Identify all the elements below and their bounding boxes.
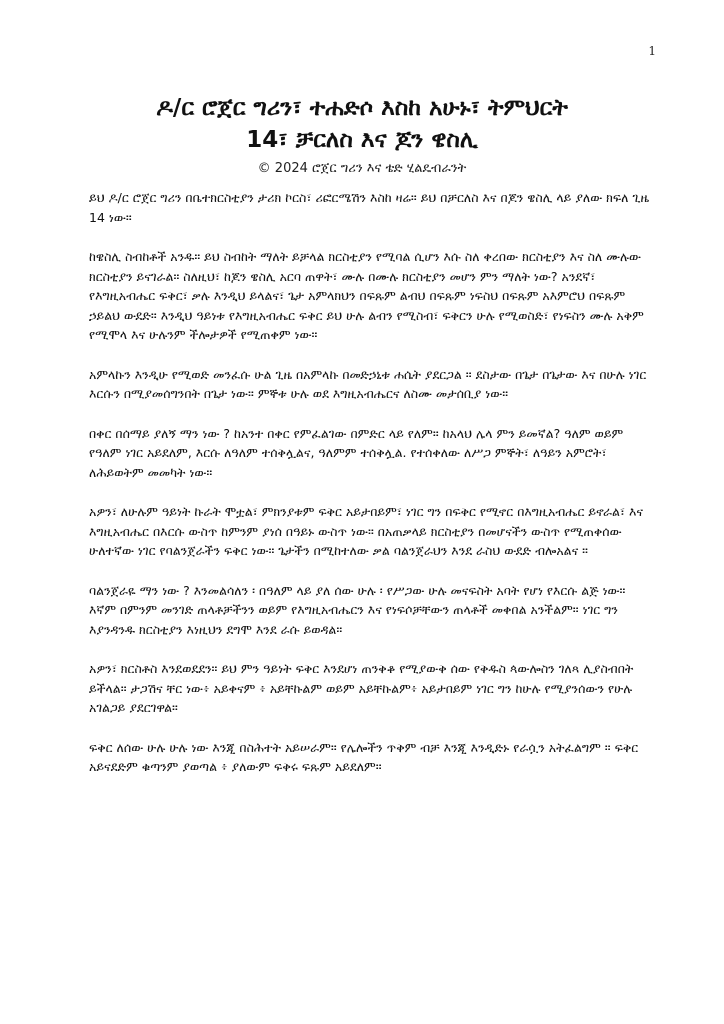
paragraph-6: ባልንጀራዬ ማን ነው ? እንመልሳለን ፡ በዓለም ላይ ያለ ሰው ሁሉ ፡ የሥጋው ሁሉ መናፍስት አባት የሆነ የእርሱ ልጅ ነው። እኛም በምንም መንገድ ጠላቶቻችንን ወይም የእግዚአብሔርን እና የነፍሶቻቸውን ጠላቶች መቀበል አንችልም። ነገር ግን እያንዳንዱ ክርስቲያን እነዚህን ደግሞ እንደ ራሱ ይወዳል። bbox=[89, 582, 626, 637]
paragraph-5: አዎን፣ ለሁሉም ዓይነት ኩራት ሞቷል፣ ምክንያቱም ፍቅር አይታበይም፣ ነገር ግን በፍቅር የሚኖር በእግዚአብሔር ይኖራል፣ እና እግዚአብሔር በእርሱ ውስጥ ከምንም ያነሰ በዓይኑ ውስጥ ነው። በአጠቃላይ ክርስቲያን በመሆናችን ውስጥ የሚጠቀሰው ሁለተኛው ነገር የባልንጀራችን ፍቅር ነው። ጌታችን በሚከተለው ቃል ባልንጀራህን እንደ ራስህ ውደድ ብሎአልና ። bbox=[89, 504, 644, 558]
copyright-line: © 2024 ሮጀር ግሪን እና ቴድ ሂልዴብራንት bbox=[257, 161, 467, 176]
paragraph-3: አምላኩን እንዲሁ የሚወድ መንፈሱ ሁል ጊዜ በአምላኩ በመድኃኒቱ ሐሴት ያደርጋል ። ደስታው በጌታ በጌታው እና በሁሉ ነገር እርሱን በሚያመሰግንበት በጌታ ነው። ምኞቱ ሁሉ ወደ እግዚአብሔርና ለስሙ መታሰቢያ ነው። bbox=[89, 366, 647, 401]
document-title-line-2: 14፣ ቻርለስ እና ጆን ዌስሊ bbox=[246, 127, 478, 153]
paragraph-1: ይህ ዶ/ር ሮጀር ግሪን በቤተክርስቲያን ታሪክ ኮርስ፣ ሪፎርሜሽን እስከ ዛሬ። ይህ በቻርለስ እና በጆን ዌስሊ ላይ ያለው ክፍለ ጊዜ 14 ነው። bbox=[89, 190, 649, 225]
page-number: 1 bbox=[648, 44, 656, 58]
document-body bbox=[89, 188, 649, 797]
paragraph-8: ፍቅር ለሰው ሁሉ ሁሉ ነው እንጂ በስሕተት አይሠራም። የሌሎችን ጥቅም ብቻ እንጂ እንዲድኑ የራሷን አትፈልግም ። ፍቅር አይናደድም ቁጣንም ያወጣል ፥ ያለውም ፍቅሩ ፍጹም አይደለም። bbox=[89, 739, 639, 774]
title-block bbox=[0, 92, 724, 178]
document-title-line-1: ዶ/ር ሮጀር ግሪን፣ ተሐድሶ እስከ አሁኑ፣ ትምህርት bbox=[156, 95, 568, 121]
paragraph-4: በቀር በሰማይ ያለኝ ማን ነው ? ከአንተ በቀር የምፈልገው በምድር ላይ የለም። ከአላህ ሌላ ምን ይመኛል? ዓለም ወይም የዓለም ነገር አይደለም, እርሱ ለዓለም ተሰቅሏልና, ዓለምም ተሰቅሏል. የተሰቀለው ለሥጋ ምኞት፣ ለዓይን አምሮት፣ ለሕይወትም መመካት ነው። bbox=[89, 425, 624, 480]
paragraph-7: አዎን፣ ክርስቶስ እንደወደደን። ይህ ምን ዓይነት ፍቅር እንደሆነ ጠንቅቆ የሚያውቅ ሰው የቅዱስ ጳውሎስን ገለጻ ሊያስብበት ይችላል። ታጋሽና ቸር ነው፥ አይቀናም ፥ አይቸኩልም ወይም አይቸኩልም፥ አይታበይም ነገር ግን ከሁሉ የሚያንሰውን የሁሉ አገልጋይ ያደርገዋል። bbox=[89, 661, 634, 715]
paragraph-2: ከዌስሊ ስብከቶች አንዱ። ይህ ስብከት ማለት ይቻላል ክርስቲያን የሚባል ሲሆን እሱ ስለ ቀረበው ክርስቲያን እና ስለ ሙሉው ክርስቲያን ይናገራል። ስለዚህ፣ ከጆን ዌስሊ አርባ ጠዋት፣ ሙሉ በሙሉ ክርስቲያን መሆን ምን ማለት ነው? አንደኛ፣ የእግዚአብሔር ፍቅር፣ ቃሉ እንዲህ ይላልና፣ ጌታ አምላክህን በፍጹም ልብህ በፍጹም ነፍስህ በፍጹም አእምሮህ በፍጹም ኃይልህ ውደድ። እንዲህ ዓይነቱ የእግዚአብሔር ፍቅር ይህ ሁሉ ልብን የሚስብ፣ ፍቅርን ሁሉ የሚወስድ፣ የነፍስን ሙሉ አቅም የሚሞላ እና ሁሉንም ችሎታዎች የሚጠቀም ነው። bbox=[89, 249, 644, 342]
